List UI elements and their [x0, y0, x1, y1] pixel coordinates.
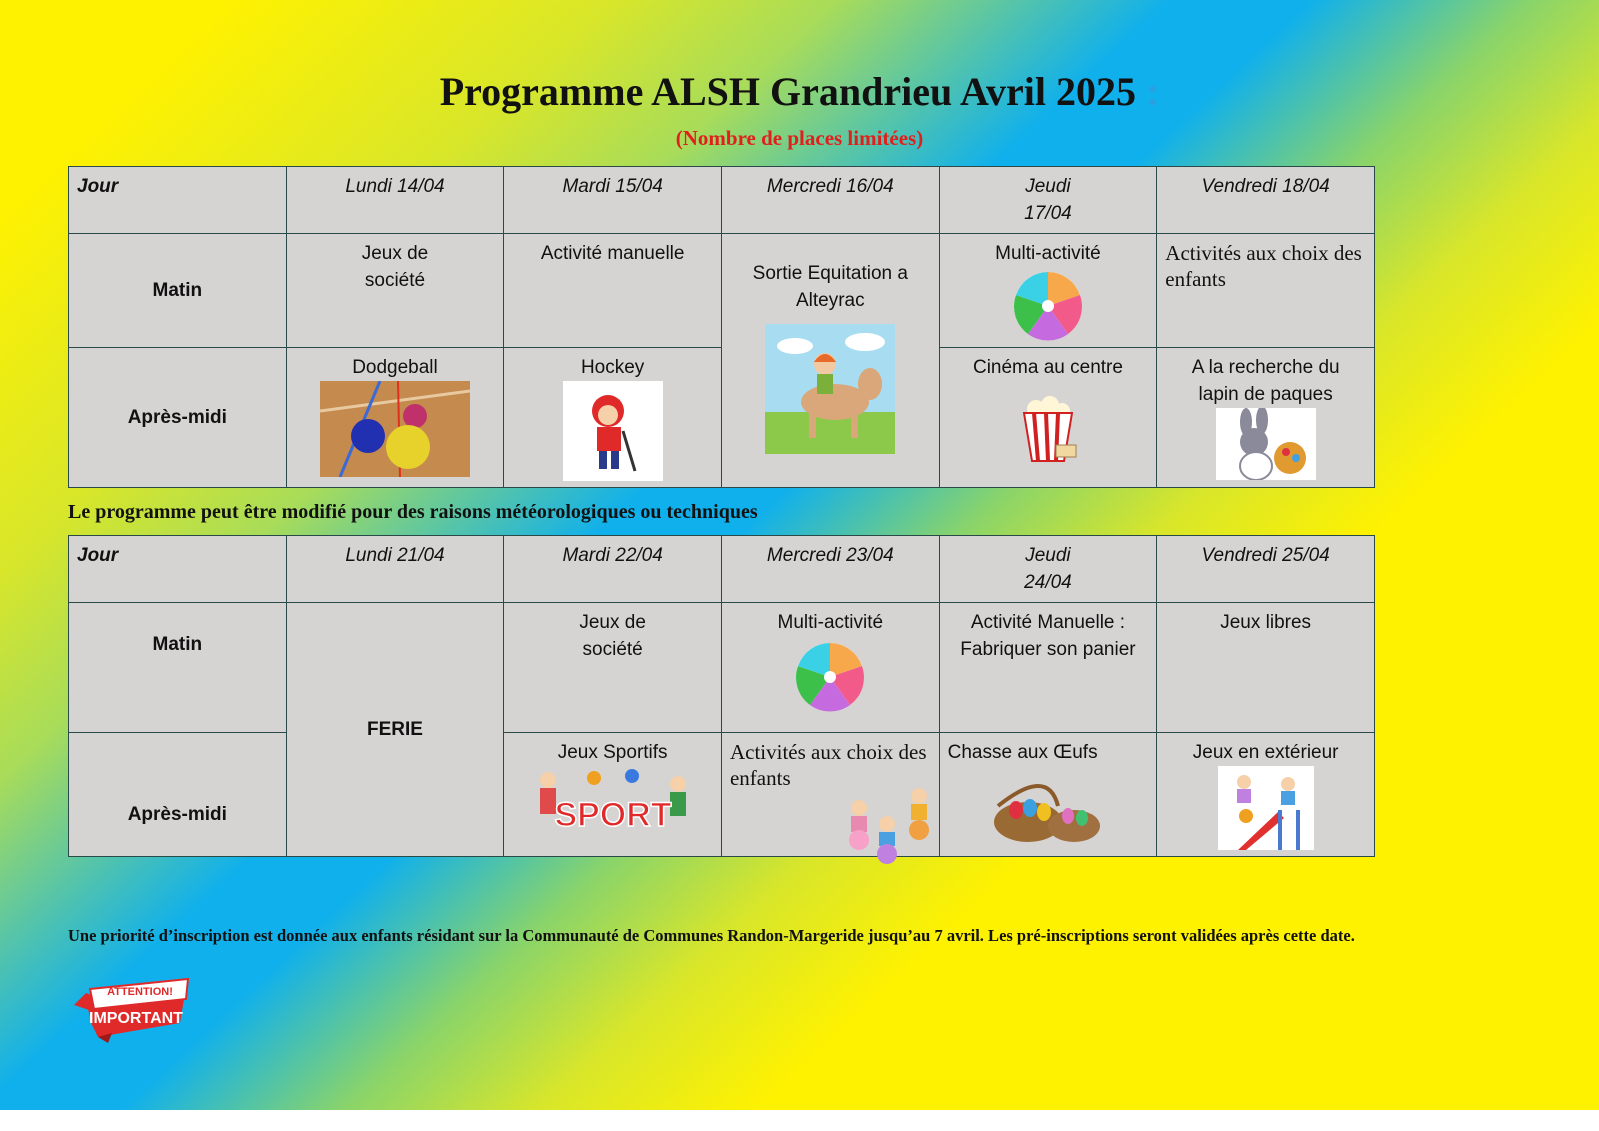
- activity-wheel-illustration: [795, 642, 865, 712]
- jour-header: Jour: [69, 536, 287, 603]
- activity-cell: Jeux de société: [286, 234, 504, 348]
- attention-important-badge: [68, 975, 190, 1045]
- activity-text: Jeux Sportifs: [557, 742, 668, 763]
- day-header: Vendredi 25/04: [1157, 536, 1375, 603]
- table-row-apres: [69, 733, 1375, 857]
- day-header: Jeudi 17/04: [939, 167, 1157, 234]
- day-header: Jeudi 24/04: [939, 536, 1157, 603]
- svg-text:SPORT: SPORT: [554, 796, 672, 834]
- day-header: Mercredi 16/04: [721, 167, 939, 234]
- activity-text: Activités aux choix des enfants: [729, 740, 927, 790]
- table-row-days: [69, 167, 1375, 234]
- day-header: Vendredi 18/04: [1157, 167, 1375, 234]
- row-label-apres-midi: Après-midi: [69, 348, 287, 488]
- activity-text: Multi-activité: [777, 612, 884, 633]
- easter-eggs-illustration: [988, 766, 1108, 846]
- activity-cell: Activité Manuelle : Fabriquer son panier: [939, 603, 1157, 733]
- row-label-matin: Matin: [69, 603, 287, 733]
- activity-cell: [1157, 733, 1375, 857]
- day-header: Lundi 14/04: [286, 167, 504, 234]
- activity-cell: [286, 348, 504, 488]
- activity-cell: Activités aux choix des enfants: [1157, 234, 1375, 348]
- popcorn-illustration: [1016, 395, 1080, 465]
- activity-cell: [721, 733, 939, 857]
- activity-cell: Jeux de société: [504, 603, 722, 733]
- activity-cell: Jeux libres: [1157, 603, 1375, 733]
- day-header: Mercredi 23/04: [721, 536, 939, 603]
- badge-line2: IMPORTANT: [89, 1010, 183, 1027]
- day-header: Mardi 15/04: [504, 167, 722, 234]
- activity-cell: [504, 348, 722, 488]
- activity-cell: [939, 234, 1157, 348]
- row-label-matin: Matin: [69, 234, 287, 348]
- activity-cell: [1157, 348, 1375, 488]
- ferie-cell: FERIE: [286, 603, 504, 857]
- outdoor-play-illustration: [1218, 766, 1314, 850]
- kids-playing-illustration: [829, 784, 939, 864]
- schedule-table-week2: [68, 535, 1375, 857]
- activity-cell: [721, 603, 939, 733]
- title-colon: :: [1135, 69, 1160, 114]
- page-subtitle: (Nombre de places limitées): [675, 126, 924, 150]
- easter-bunny-illustration: [1216, 408, 1316, 480]
- table-row-matin: [69, 603, 1375, 733]
- priority-notice: Une priorité d’inscription est donnée aux enfants résidant sur la Communauté de Communes Randon-Margeride jusqu’au 7 avril. Les pré-inscriptions seront validées après cette date.: [68, 926, 1355, 945]
- day-header: Lundi 21/04: [286, 536, 504, 603]
- activity-text: A la recherche du lapin de paques: [1191, 357, 1340, 405]
- activity-text: Multi-activité: [995, 243, 1101, 264]
- activity-cell-merged: [721, 234, 939, 488]
- title-text: Programme ALSH Grandrieu Avril 2025: [439, 69, 1136, 114]
- hockey-illustration: [563, 381, 663, 481]
- sport-illustration: [528, 766, 698, 840]
- activity-wheel-illustration: [1013, 271, 1083, 341]
- activity-text: Jeux en extérieur: [1192, 742, 1339, 763]
- table-row-days: [69, 536, 1375, 603]
- page-title: [0, 68, 1599, 115]
- activity-cell: Activité manuelle: [504, 234, 722, 348]
- schedule-table-week1: [68, 166, 1375, 488]
- row-label-apres-midi: Après-midi: [69, 733, 287, 857]
- dodgeball-illustration: [320, 381, 470, 477]
- activity-cell: [939, 348, 1157, 488]
- day-header: Mardi 22/04: [504, 536, 722, 603]
- activity-text: Chasse aux Œufs: [947, 742, 1098, 763]
- weather-notice: Le programme peut être modifié pour des raisons météorologiques ou techniques: [68, 501, 758, 523]
- jour-header: Jour: [69, 167, 287, 234]
- activity-text: Cinéma au centre: [972, 357, 1123, 378]
- activity-cell: [504, 733, 722, 857]
- badge-line1: ATTENTION!: [107, 986, 173, 998]
- horse-riding-illustration: [765, 324, 895, 454]
- activity-cell: [939, 733, 1157, 857]
- activity-text: Hockey: [580, 357, 645, 378]
- activity-text: Sortie Equitation a Alteyrac: [752, 263, 908, 311]
- activity-text: Dodgeball: [352, 357, 438, 378]
- table-row-matin: [69, 234, 1375, 348]
